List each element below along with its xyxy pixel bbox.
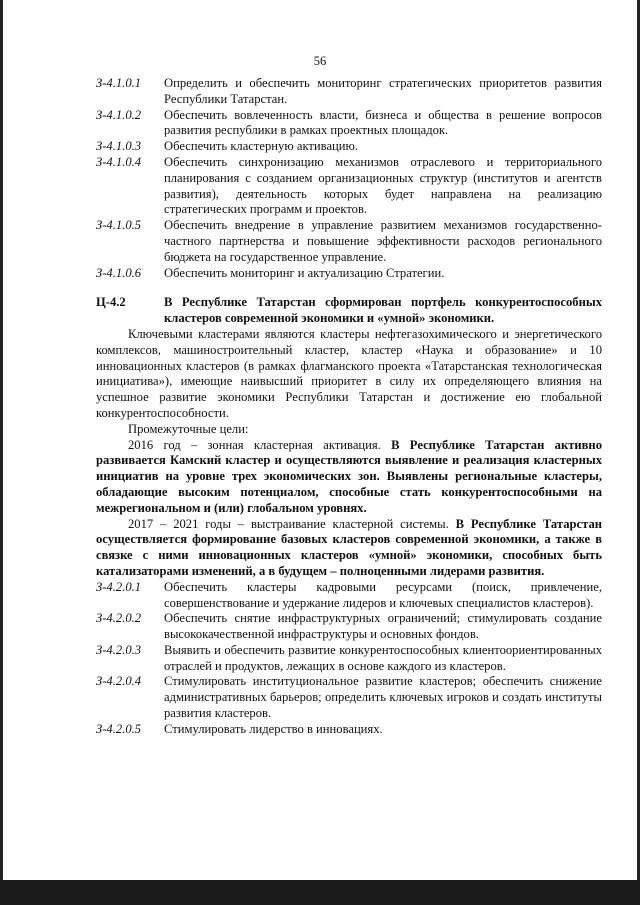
task-code: З-4.1.0.6 — [96, 265, 142, 280]
task-item — [96, 580, 602, 612]
scan-border-bottom — [0, 880, 640, 905]
task-code: З-4.1.0.5 — [96, 218, 142, 233]
task-item — [96, 266, 602, 282]
task-item — [96, 76, 602, 108]
task-item — [96, 643, 602, 675]
task-item — [96, 218, 602, 265]
task-code: З-4.2.0.2 — [96, 611, 142, 626]
scan-border-left — [0, 0, 3, 905]
document-body — [96, 76, 602, 738]
task-text: Обеспечить снятие инфраструктурных ограничений; стимулировать создание высококачественной инфраструктуры и основных фондов. — [164, 611, 602, 642]
task-text: Обеспечить внедрение в управление развитием механизмов государственно-частного партнерства и повышение эффективности расходов регионального бюджета на государственное управление. — [164, 218, 602, 264]
goal-code: Ц-4.2 — [96, 295, 126, 310]
task-text: Обеспечить кластеры кадровыми ресурсами (поиск, привлечение, совершенствование и удержание лидеров и ключевых специалистов кластеров). — [164, 579, 602, 610]
task-list-4-1 — [96, 76, 602, 281]
task-code: З-4.2.0.1 — [96, 579, 142, 594]
stage-2016-paragraph — [96, 438, 602, 517]
task-code: З-4.2.0.3 — [96, 642, 142, 657]
stage-2016-lead: 2016 год – зонная кластерная активация. — [128, 437, 392, 452]
goal-text: В Республике Татарстан сформирован портфель конкурентоспособных кластеров современной экономики и «умной» экономики. — [164, 295, 602, 326]
task-text: Обеспечить кластерную активацию. — [164, 139, 359, 154]
task-item — [96, 139, 602, 155]
stage-2017-2021-bold: В Республике Татарстан осуществляется формирование базовых кластеров современной экономики, а также в связке с ними инновационных кластеров «умной» экономики, способных быть катализаторами изменений, а в будущем – полноценными лидерами развития. — [96, 516, 603, 578]
task-text: Определить и обеспечить мониторинг стратегических приоритетов развития Республики Татарстан. — [164, 76, 602, 106]
task-code: З-4.2.0.4 — [96, 674, 142, 689]
task-code: З-4.1.0.1 — [96, 76, 142, 90]
task-text: Обеспечить вовлеченность власти, бизнеса и общества в решение вопросов развития республики в рамках проектных площадок. — [164, 107, 602, 138]
stage-2016-bold: В Республике Татарстан активно развивается Камский кластер и осуществляются выявление и реализация кластерных инициатив на уровне трех экономических зон. Выявлены региональные кластеры, обладающие высоким потенциалом, способные стать конкурентоспособными на межрегиональном и (или) глобальном уровнях. — [96, 437, 602, 515]
task-code: З-4.1.0.4 — [96, 154, 142, 169]
task-item — [96, 155, 602, 218]
page-number: 56 — [313, 54, 327, 68]
task-item — [96, 611, 602, 643]
intro-paragraph: Ключевыми кластерами являются кластеры нефтегазохимического и энергетического комплексов, машиностроительный кластер, кластер «Наука и образование» и 10 инновационных кластеров (в рамках флагманского проекта «Татарстанская технологическая инициатива»), имеющие наивысший приоритет в силу их определяющего влияния на успешное развитие экономики Республики Татарстан и достижение ею глобальной конкурентоспособности. — [96, 326, 602, 420]
task-text: Стимулировать институциональное развитие кластеров; обеспечить снижение административных барьеров; определить ключевых игроков и создать институты развития кластеров. — [164, 674, 602, 721]
task-code: З-4.1.0.2 — [96, 107, 142, 122]
task-list-4-2 — [96, 580, 602, 738]
task-text: Стимулировать лидерство в инновациях. — [164, 721, 383, 736]
goal-heading — [96, 295, 602, 327]
task-item — [96, 722, 602, 738]
stage-2017-2021-lead: 2017 – 2021 годы – выстраивание кластерной системы. — [128, 516, 456, 531]
task-text: Обеспечить синхронизацию механизмов отраслевого и территориального планирования с созданием организационных структур (институтов и агентств развития), деятельность которых будет направлена на реализацию стратегических программ и проектов. — [164, 154, 602, 217]
task-item — [96, 674, 602, 721]
task-text: Выявить и обеспечить развитие конкурентоспособных клиентоориентированных отраслей и продуктов, лежащих в основе каждого из кластеров. — [164, 642, 602, 673]
task-code: З-4.2.0.5 — [96, 721, 142, 736]
stage-2017-2021-paragraph — [96, 517, 602, 580]
task-text: Обеспечить мониторинг и актуализацию Стратегии. — [164, 265, 445, 280]
intermediate-goals-label: Промежуточные цели: — [128, 421, 249, 436]
task-code: З-4.1.0.3 — [96, 139, 142, 154]
task-item — [96, 108, 602, 140]
